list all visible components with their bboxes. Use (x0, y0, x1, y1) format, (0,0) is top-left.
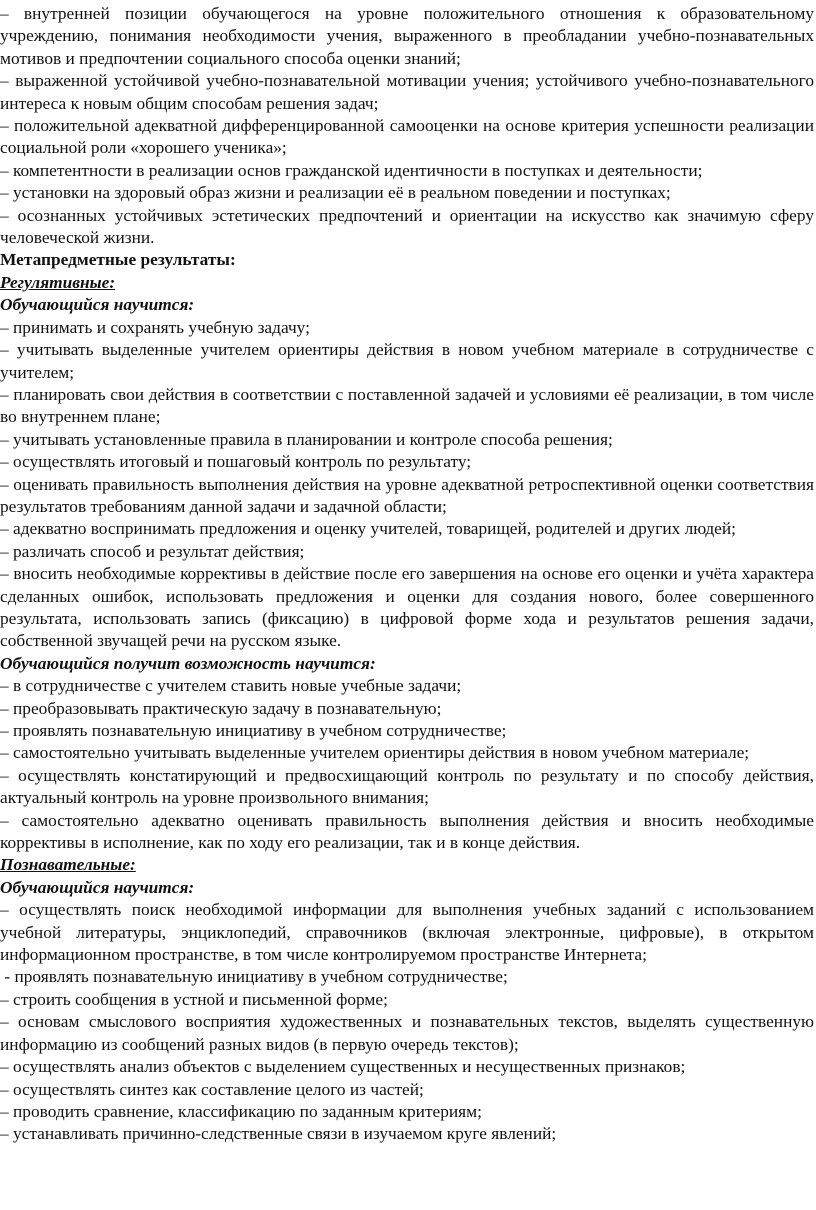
list-item: – планировать свои действия в соответствии с поставленной задачей и условиями её реализации, в том числе во внутреннем плане; (0, 384, 814, 427)
list-item: - проявлять познавательную инициативу в учебном сотрудничестве; (0, 967, 508, 987)
list-item: – адекватно воспринимать предложения и оценку учителей, товарищей, родителей и других людей; (0, 519, 736, 539)
cognitive-section-title: Познавательные: (0, 855, 136, 875)
list-item: – принимать и сохранять учебную задачу; (0, 317, 310, 337)
list-item: – осуществлять итоговый и пошаговый контроль по результату; (0, 452, 472, 472)
list-item: – самостоятельно учитывать выделенные учителем ориентиры действия в новом учебном материале; (0, 743, 750, 763)
list-item: – строить сообщения в устной и письменной форме; (0, 989, 388, 1009)
list-item: – преобразовывать практическую задачу в познавательную; (0, 698, 442, 718)
list-item: – учитывать выделенные учителем ориентиры действия в новом учебном материале в сотрудничестве с учителем; (0, 340, 814, 382)
list-item: – осуществлять анализ объектов с выделением существенных и несущественных признаков; (0, 1057, 686, 1077)
list-item: – выраженной устойчивой учебно-познавательной мотивации учения; устойчивого учебно-познавательного интереса к новым общим способам решения задач; (0, 71, 814, 113)
list-item: – оценивать правильность выполнения действия на уровне адекватной ретроспективной оценки соответствия результатов требованиям данной задачи и задачной области; (0, 474, 814, 516)
list-item: – проводить сравнение, классификацию по заданным критериям; (0, 1101, 482, 1121)
list-item: – осуществлять констатирующий и предвосхищающий контроль по результату и по способу действия, актуальный контроль на уровне произвольного внимания; (0, 765, 814, 808)
list-item: – осуществлять поиск необходимой информации для выполнения учебных заданий с использованием учебной литературы, энциклопедий, справочников (включая электронные, цифровые), в открытом информационном пространстве, в том числе контролируемом пространстве Интернета; (0, 900, 814, 965)
regulative-opportunity-heading: Обучающийся получит возможность научится: (0, 653, 376, 673)
cognitive-will-learn-heading: Обучающийся научится: (0, 877, 195, 897)
regulative-will-learn-heading: Обучающийся научится: (0, 295, 195, 315)
list-item: – основам смыслового восприятия художественных и познавательных текстов, выделять существенную информацию из сообщений разных видов (в первую очередь текстов); (0, 1012, 814, 1054)
list-item: – учитывать установленные правила в планировании и контроле способа решения; (0, 429, 613, 449)
list-item: – осуществлять синтез как составление целого из частей; (0, 1079, 424, 1099)
list-item: – в сотрудничестве с учителем ставить новые учебные задачи; (0, 676, 462, 696)
regulative-section-title: Регулятивные: (0, 272, 116, 292)
list-item: – осознанных устойчивых эстетических предпочтений и ориентации на искусство как значимую сферу человеческой жизни. (0, 205, 814, 248)
list-item: – вносить необходимые коррективы в действие после его завершения на основе его оценки и учёта характера сделанных ошибок, использовать предложения и оценки для создания нового, более совершенного результата, использовать запись (фиксацию) в цифровой форме хода и результатов решения задачи, собственной звучащей речи на русском языке. (0, 564, 814, 651)
list-item: – установки на здоровый образ жизни и реализации её в реальном поведении и поступках; (0, 183, 671, 203)
list-item: – компетентности в реализации основ гражданской идентичности в поступках и деятельности; (0, 160, 703, 180)
list-item: – различать способ и результат действия; (0, 541, 305, 561)
list-item: – устанавливать причинно-следственные связи в изучаемом круге явлений; (0, 1124, 557, 1144)
meta-results-heading: Метапредметные результаты: (0, 250, 236, 270)
list-item: – положительной адекватной дифференцированной самооценки на основе критерия успешности реализации социальной роли «хорошего ученика»; (0, 116, 814, 158)
list-item: – внутренней позиции обучающегося на уровне положительного отношения к образовательному учреждению, понимания необходимости учения, выраженного в преобладании учебно-познавательных мотивов и предпочтении социального способа оценки знаний; (0, 4, 814, 68)
list-item: – проявлять познавательную инициативу в учебном сотрудничестве; (0, 721, 507, 740)
list-item: – самостоятельно адекватно оценивать правильность выполнения действия и вносить необходимые коррективы в исполнение, как по ходу его реализации, так и в конце действия. (0, 810, 814, 853)
